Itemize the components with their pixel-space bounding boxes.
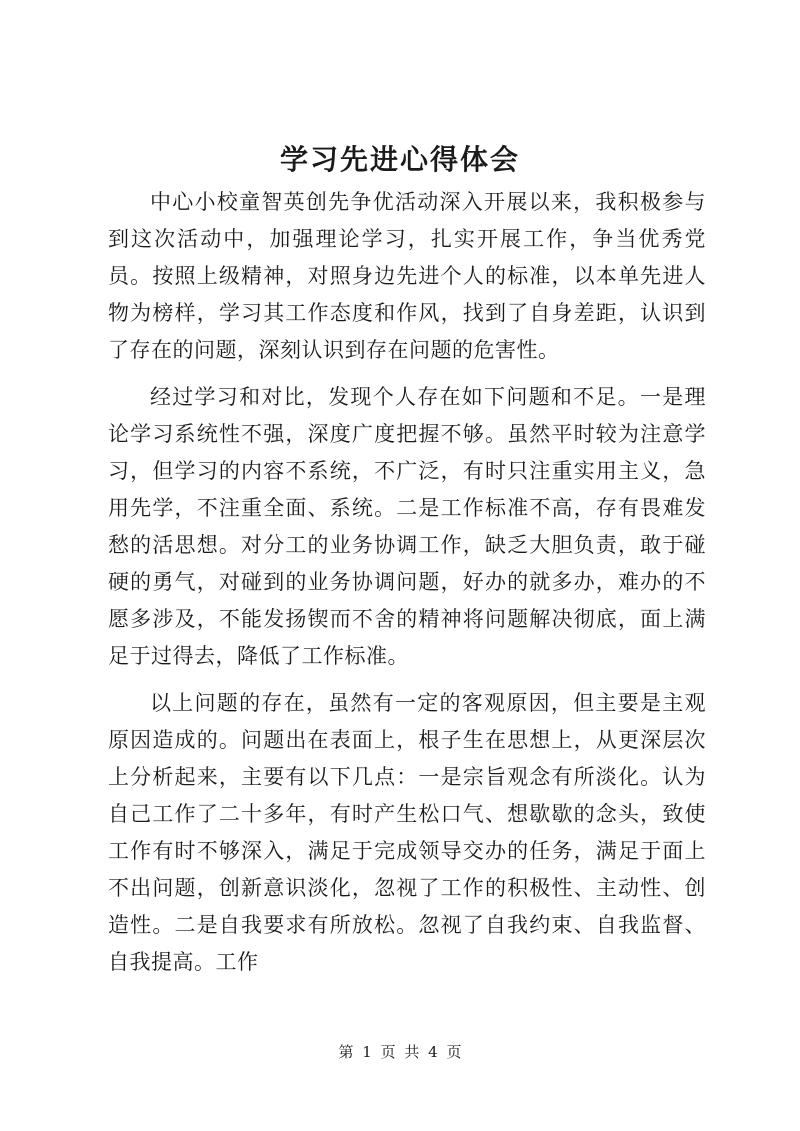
paragraph-1: 中心小校童智英创先争优活动深入开展以来，我积极参与到这次活动中，加强理论学习，扎实开展工作，争当优秀党员。按照上级精神，对照身边先进个人的标准，以本单先进人物为榜样，学习其工作态度和作风，找到了自身差距，认识到了存在的问题，深刻认识到存在问题的危害性。 [108,190,706,362]
document-title: 学习先进心得体会 [279,143,520,176]
paragraph-3: 以上问题的存在，虽然有一定的客观原因，但主要是主观原因造成的。问题出在表面上，根子生在思想上，从更深层次上分析起来，主要有以下几点：一是宗旨观念有所淡化。认为自己工作了二十多年，有时产生松口气、想歇歇的念头，致使工作有时不够深入，满足于完成领导交办的任务，满足于面上不出问题，创新意识淡化，忽视了工作的积极性、主动性、创造性。二是自我要求有所放松。忽视了自我约束、自我监督、自我提高。工作 [108,691,706,974]
paragraph-2: 经过学习和对比，发现个人存在如下问题和不足。一是理论学习系统性不强，深度广度把握不够。虽然平时较为注意学习，但学习的内容不系统，不广泛，有时只注重实用主义，急用先学，不注重全面、系统。二是工作标准不高，存有畏难发愁的活思想。对分工的业务协调工作，缺乏大胆负责，敢于碰硬的勇气，对碰到的业务协调问题，好办的就多办，难办的不愿多涉及，不能发扬锲而不舍的精神将问题解决彻底，面上满足于过得去，降低了工作标准。 [108,385,706,668]
document-body [108,184,706,981]
page-number-footer: 第 1 页 共 4 页 [338,1043,462,1061]
